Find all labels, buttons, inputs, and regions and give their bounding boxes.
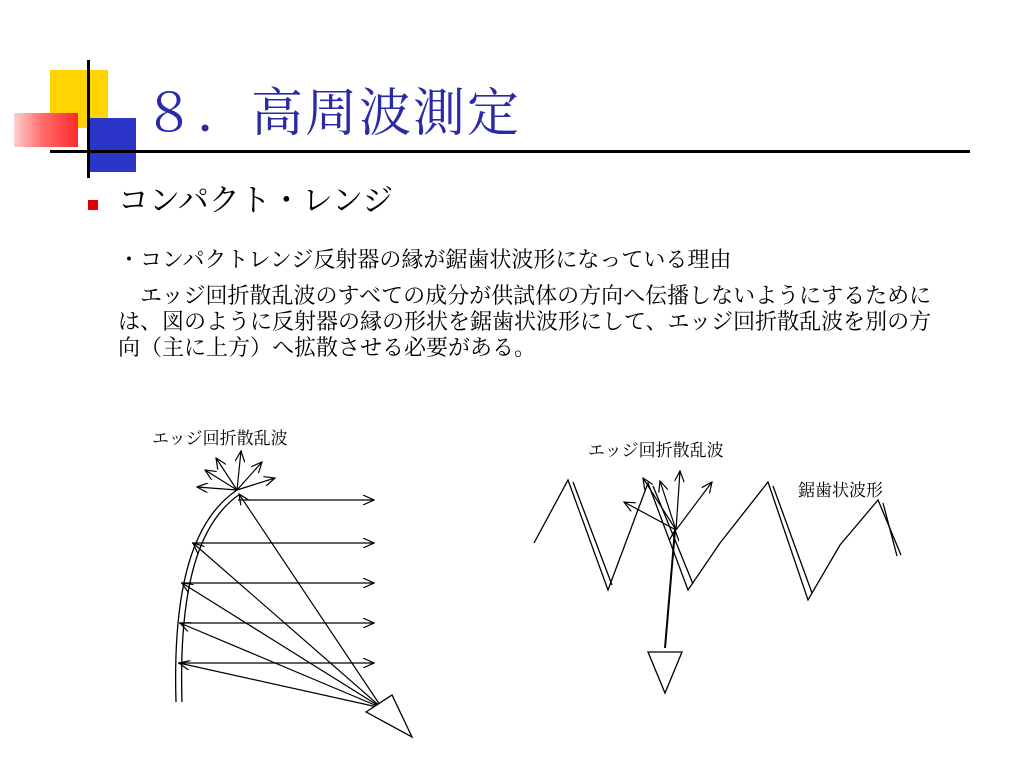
incident-feed-horn xyxy=(648,652,682,693)
right-sawtooth-figure xyxy=(534,441,901,693)
reflector-outer-curve xyxy=(176,490,237,702)
reflector-inner-curve xyxy=(182,494,240,702)
slide-subtitle: コンパクト・レンジ xyxy=(118,183,394,219)
plane-wave-arrows xyxy=(178,500,374,663)
reason-heading: ・コンパクトレンジ反射器の縁が鋸歯状波形になっている理由 xyxy=(118,248,732,273)
feed-horn xyxy=(366,695,412,737)
edge-diffraction-arrows xyxy=(197,451,275,490)
left-reflector-figure xyxy=(152,429,412,737)
incident-ray xyxy=(665,530,675,648)
sawtooth-label: 鋸歯状波形 xyxy=(798,481,883,501)
slide-title: ８．高周波測定 xyxy=(143,84,522,144)
explanation-paragraph: エッジ回折散乱波のすべての成分が供試体の方向へ伝播しないようにするためには、図のように反射器の縁の形状を鋸歯状波形にして、エッジ回折散乱波を別の方向（主に上方）へ拡散させる必要がある。 xyxy=(118,284,932,361)
left-diffraction-label: エッジ回折散乱波 xyxy=(152,429,288,449)
feed-rays xyxy=(179,494,382,708)
right-diffraction-label: エッジ回折散乱波 xyxy=(588,441,724,461)
